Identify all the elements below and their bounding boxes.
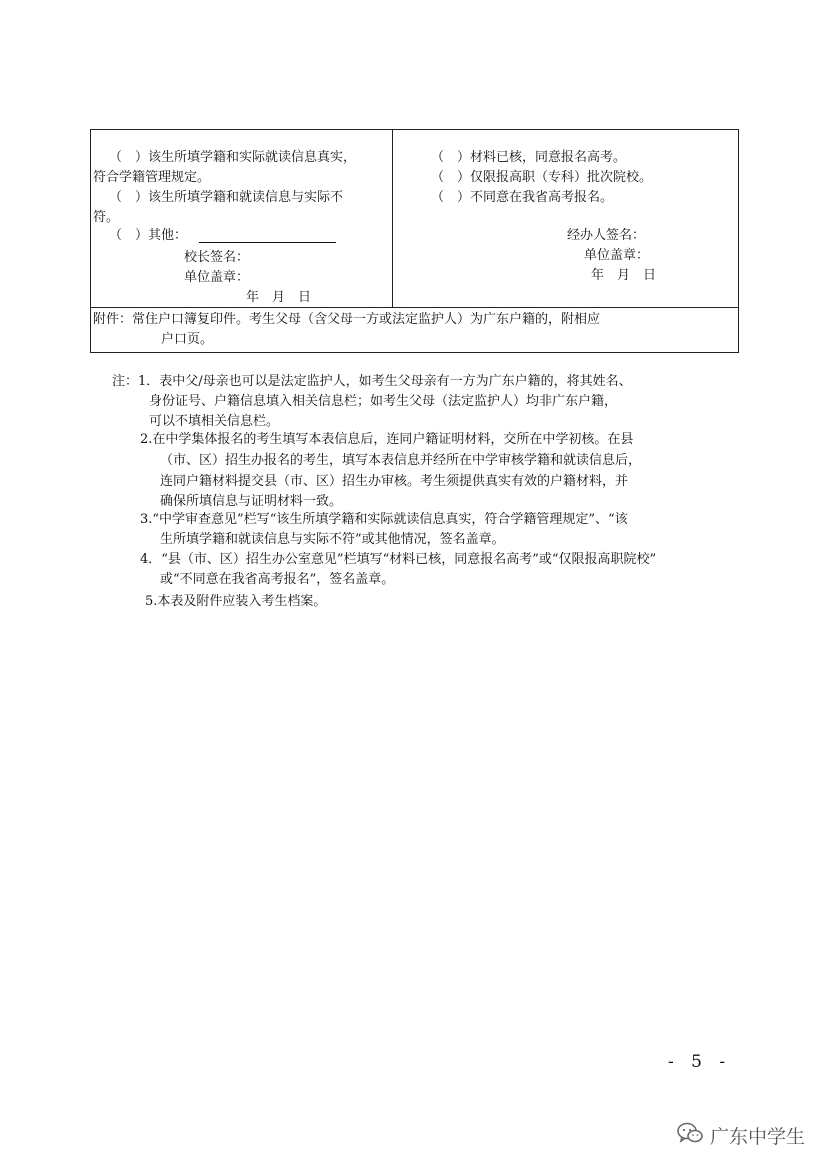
handler-sign-label: 经办人签名：	[567, 228, 646, 243]
table-divider-vertical	[392, 130, 393, 307]
note-3: 3.“中学审查意见”栏写“该生所填学籍和实际就读信息真实，符合学籍管理规定”、“该	[140, 512, 628, 527]
wechat-icon	[676, 1121, 704, 1150]
note-2-cont: 连同户籍材料提交县（市、区）招生办审核。考生须提供真实有效的户籍材料，并	[160, 474, 629, 489]
page-number: - 5 -	[668, 1052, 732, 1072]
note-5: 5.本表及附件应装入考生档案。	[145, 594, 327, 609]
note-3-cont: 生所填学籍和就读信息与实际不符”或其他情况，签名盖章。	[160, 532, 505, 547]
other-blank-line	[199, 242, 336, 243]
table-divider-horizontal	[91, 307, 738, 308]
school-option-other: （ ）其他：	[109, 228, 188, 243]
watermark-text: 广东中学生	[710, 1125, 806, 1148]
school-option-true-cont: 符合学籍管理规定。	[93, 170, 211, 185]
note-4: 4．“县（市、区）招生办公室意见”栏填写“材料已核，同意报名高考”或“仅限报高职院校”	[140, 552, 657, 567]
school-option-mismatch-cont: 符。	[93, 210, 120, 225]
note-2: 2.在中学集体报名的考生填写本表信息后，连同户籍证明材料，交所在中学初核。在县	[140, 432, 634, 447]
school-date-label: 年 月 日	[246, 290, 312, 305]
note-1-cont: 身份证号、户籍信息填入相关信息栏；如考生父母（法定监护人）均非广东户籍，	[149, 394, 618, 409]
school-option-true: （ ）该生所填学籍和实际就读信息真实，	[109, 150, 357, 165]
county-option-vocational: （ ）仅限报高职（专科）批次院校。	[431, 170, 653, 185]
review-opinion-table	[90, 129, 739, 353]
note-1-cont: 可以不填相关信息栏。	[149, 414, 280, 429]
note-2-cont: （市、区）招生办报名的考生，填写本表信息并经所在中学审核学籍和就读信息后，	[160, 453, 642, 468]
note-1: 注：1．表中父/母亲也可以是法定监护人，如考生父母亲有一方为广东户籍的，将其姓名、	[112, 374, 632, 389]
county-seal-label: 单位盖章：	[584, 248, 650, 263]
attachment-text: 附件：常住户口簿复印件。考生父母（含父母一方或法定监护人）为广东户籍的，附相应	[93, 312, 601, 327]
county-option-rejected: （ ）不同意在我省高考报名。	[431, 190, 614, 205]
school-seal-label: 单位盖章：	[184, 270, 250, 285]
note-2-cont: 确保所填信息与证明材料一致。	[160, 494, 343, 509]
wechat-watermark	[676, 1121, 805, 1149]
principal-sign-label: 校长签名：	[184, 250, 250, 265]
county-option-approved: （ ）材料已核，同意报名高考。	[431, 150, 627, 165]
school-option-mismatch: （ ）该生所填学籍和就读信息与实际不	[109, 190, 344, 205]
attachment-text-cont: 户口页。	[161, 332, 214, 347]
county-date-label: 年 月 日	[591, 268, 657, 283]
note-4-cont: 或“不同意在我省高考报名”，签名盖章。	[160, 572, 395, 587]
